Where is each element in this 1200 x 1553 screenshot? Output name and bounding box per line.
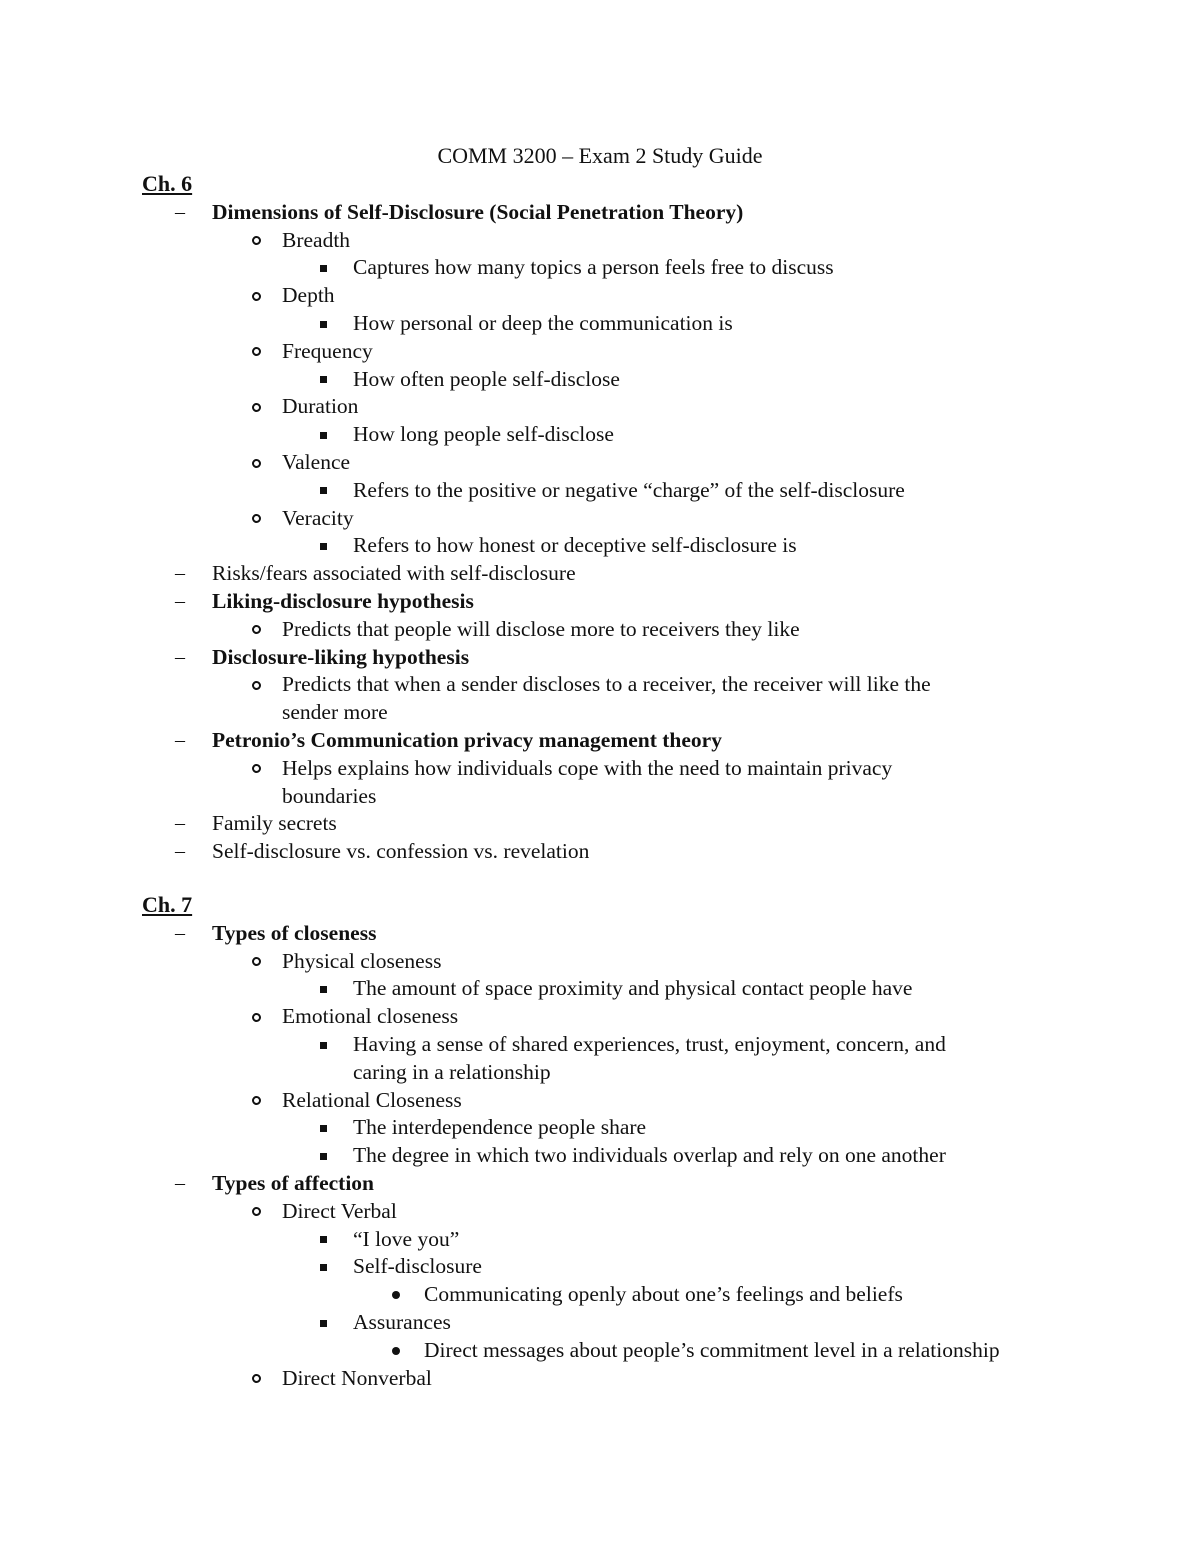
chapter-heading: Ch. 7 — [142, 892, 193, 917]
list-item-level-2: Breadth — [282, 227, 351, 252]
square-bullet-icon — [320, 543, 327, 550]
square-bullet-icon — [320, 1236, 327, 1243]
list-item-level-3: How long people self-disclose — [353, 422, 614, 447]
list-item-continuation: caring in a relationship — [353, 1059, 551, 1084]
dash-bullet-icon: – — [175, 1172, 185, 1194]
list-item-level-1: Liking-disclosure hypothesis — [212, 589, 474, 613]
list-item-level-2: Frequency — [282, 338, 373, 363]
circle-bullet-icon — [252, 1096, 261, 1105]
list-item-level-2: Depth — [282, 283, 335, 308]
circle-bullet-icon — [252, 681, 261, 690]
dot-bullet-icon — [392, 1347, 400, 1355]
list-item-continuation: boundaries — [282, 783, 377, 808]
list-item-level-4: Communicating openly about one’s feelings and beliefs — [424, 1282, 903, 1307]
list-item-level-3: Self-disclosure — [353, 1254, 482, 1279]
list-item-level-3: Captures how many topics a person feels free to discuss — [353, 255, 834, 280]
square-bullet-icon — [320, 376, 327, 383]
list-item-level-3: Having a sense of shared experiences, trust, enjoyment, concern, and — [353, 1032, 946, 1056]
square-bullet-icon — [320, 265, 327, 272]
list-item-level-2: Valence — [282, 450, 351, 474]
list-item-level-3: Refers to the positive or negative “charge” of the self-disclosure — [353, 477, 905, 502]
square-bullet-icon — [320, 1125, 327, 1132]
list-item-continuation: sender more — [282, 700, 388, 725]
dash-bullet-icon: – — [175, 645, 185, 668]
circle-bullet-icon — [252, 1207, 261, 1216]
dash-bullet-icon: – — [175, 921, 185, 944]
list-item-level-1: Petronio’s Communication privacy management theory — [212, 728, 722, 752]
list-item-level-3: Assurances — [353, 1310, 451, 1334]
list-item-level-2: Veracity — [282, 505, 354, 530]
dash-bullet-icon: – — [175, 562, 185, 585]
square-bullet-icon — [320, 487, 327, 494]
list-item-level-4: Direct messages about people’s commitment level in a relationship — [424, 1337, 1000, 1362]
list-item-level-2: Direct Nonverbal — [282, 1365, 432, 1390]
list-item-level-3: How personal or deep the communication is — [353, 311, 733, 335]
circle-bullet-icon — [252, 625, 261, 634]
circle-bullet-icon — [252, 1374, 261, 1383]
list-item-level-1: Dimensions of Self-Disclosure (Social Penetration Theory) — [212, 199, 744, 224]
dash-bullet-icon: – — [175, 840, 185, 863]
list-item-level-2: Predicts that when a sender discloses to a receiver, the receiver will like the — [282, 672, 931, 697]
list-item-level-3: The amount of space proximity and physical contact people have — [353, 976, 913, 1001]
list-item-level-3: Refers to how honest or deceptive self-disclosure is — [353, 533, 797, 558]
list-item-level-2: Relational Closeness — [282, 1087, 462, 1112]
square-bullet-icon — [320, 1153, 327, 1160]
circle-bullet-icon — [252, 403, 261, 412]
dash-bullet-icon: – — [175, 812, 185, 835]
list-item-level-1: Family secrets — [212, 811, 337, 836]
circle-bullet-icon — [252, 957, 261, 966]
list-item-level-1: Types of closeness — [212, 920, 377, 945]
circle-bullet-icon — [252, 514, 261, 523]
list-item-level-2: Physical closeness — [282, 948, 442, 973]
dot-bullet-icon — [392, 1291, 400, 1299]
list-item-level-1: Types of affection — [212, 1171, 375, 1195]
list-item-level-3: The interdependence people share — [353, 1115, 647, 1140]
chapter-heading: Ch. 6 — [142, 171, 193, 196]
list-item-level-3: How often people self-disclose — [353, 366, 620, 391]
dash-bullet-icon: – — [175, 590, 185, 612]
square-bullet-icon — [320, 1264, 327, 1271]
square-bullet-icon — [320, 1320, 327, 1327]
list-item-level-2: Direct Verbal — [282, 1198, 397, 1223]
square-bullet-icon — [320, 1042, 327, 1049]
list-item-level-2: Duration — [282, 394, 359, 419]
list-item-level-2: Emotional closeness — [282, 1004, 459, 1029]
circle-bullet-icon — [252, 764, 261, 773]
list-item-level-1: Self-disclosure vs. confession vs. revelation — [212, 839, 590, 864]
list-item-level-1: Risks/fears associated with self-disclosure — [212, 561, 576, 586]
square-bullet-icon — [320, 986, 327, 993]
circle-bullet-icon — [252, 459, 261, 468]
list-item-level-2: Helps explains how individuals cope with the need to maintain privacy — [282, 755, 893, 780]
list-item-level-2: Predicts that people will disclose more to receivers they like — [282, 616, 800, 641]
circle-bullet-icon — [252, 292, 261, 301]
circle-bullet-icon — [252, 236, 261, 245]
square-bullet-icon — [320, 321, 327, 328]
list-item-level-3: The degree in which two individuals overlap and rely on one another — [353, 1143, 946, 1168]
circle-bullet-icon — [252, 1013, 261, 1022]
square-bullet-icon — [320, 432, 327, 439]
dash-bullet-icon: – — [175, 729, 185, 751]
list-item-level-1: Disclosure-liking hypothesis — [212, 644, 470, 669]
page-title: COMM 3200 – Exam 2 Study Guide — [437, 143, 763, 168]
dash-bullet-icon: – — [175, 200, 185, 223]
circle-bullet-icon — [252, 347, 261, 356]
list-item-level-3: “I love you” — [353, 1226, 460, 1251]
